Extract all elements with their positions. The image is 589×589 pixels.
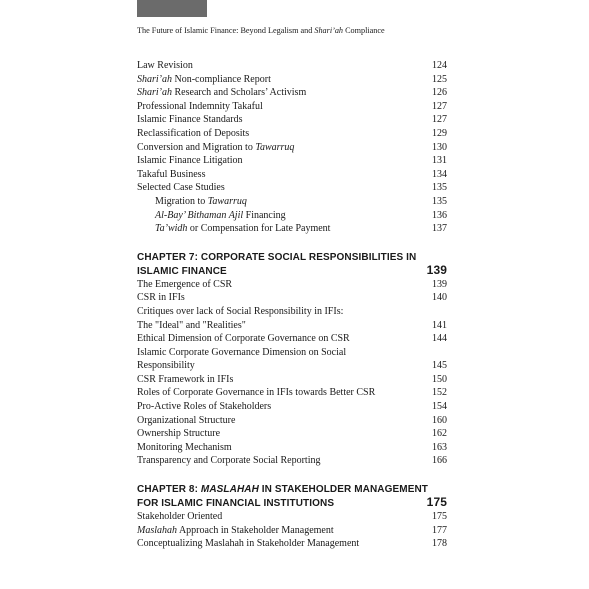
- toc-entry-page: 160: [432, 414, 447, 426]
- toc-entry-label: Conceptualizing Maslahah in Stakeholder Management: [137, 538, 360, 550]
- toc-entry-label: Islamic Finance Litigation: [137, 155, 243, 167]
- toc-entry: [137, 386, 447, 400]
- toc-entry-page: 175: [432, 511, 447, 523]
- toc-entry: [137, 373, 447, 387]
- chapter-7-title-line-2: ISLAMIC FINANCE: [137, 265, 227, 277]
- toc-entry: [137, 346, 447, 360]
- toc-entry-label: Shari’ah Research and Scholars’ Activism: [137, 87, 307, 99]
- toc-entry-page: 135: [432, 182, 447, 194]
- toc-entry-page: 177: [432, 524, 447, 536]
- header-bar: [137, 0, 207, 17]
- toc-entry-label: Shari’ah Non-compliance Report: [137, 73, 271, 85]
- toc-entry: [137, 127, 447, 141]
- toc-entry-page: 127: [432, 100, 447, 112]
- toc-group-chapter-7: [137, 278, 447, 468]
- toc-entry: [137, 154, 447, 168]
- toc-entry-page: 162: [432, 428, 447, 440]
- toc-entry-label: Stakeholder Oriented: [137, 511, 223, 523]
- chapter-8-title-line-2: FOR ISLAMIC FINANCIAL INSTITUTIONS: [137, 498, 335, 510]
- toc-entry-page: 135: [432, 195, 447, 207]
- toc-entry: [137, 400, 447, 414]
- toc-entry-page: 178: [432, 538, 447, 550]
- toc-entry: [137, 222, 447, 236]
- toc-entry-page: 124: [432, 60, 447, 71]
- toc-entry: [137, 195, 447, 209]
- toc-entry-label: Law Revision: [137, 60, 193, 71]
- toc-entry: [137, 59, 447, 73]
- toc-entry-page: 145: [432, 360, 447, 372]
- toc-entry: [137, 291, 447, 305]
- toc-entry-page: 125: [432, 73, 447, 85]
- toc-entry-label: Takaful Business: [137, 168, 206, 180]
- toc-entry: [137, 100, 447, 114]
- toc-entry: [137, 305, 447, 319]
- toc-entry-label: Critiques over lack of Social Responsibility in IFIs:: [137, 305, 344, 317]
- toc-entry: [137, 510, 447, 524]
- toc-entry-label: Monitoring Mechanism: [137, 441, 232, 453]
- running-title: The Future of Islamic Finance: Beyond Legalism and Shari’ah Compliance: [137, 26, 385, 35]
- toc-entry-label: Pro-Active Roles of Stakeholders: [137, 401, 272, 413]
- chapter-7-heading: [137, 251, 447, 278]
- toc-entry-page: 154: [432, 401, 447, 413]
- toc-entry-page: 141: [432, 319, 447, 331]
- toc-entry: [137, 414, 447, 428]
- toc-group-chapter-8: [137, 510, 447, 551]
- toc-entry-page: 134: [432, 168, 447, 180]
- toc-entry-page: 139: [432, 278, 447, 290]
- toc-entry-label: Ownership Structure: [137, 428, 221, 440]
- toc-entry: [137, 86, 447, 100]
- toc-entry-label: Al-Bay’ Bithaman Ajil Financing: [155, 209, 286, 221]
- toc-entry-page: 140: [432, 292, 447, 304]
- table-of-contents: [137, 59, 447, 551]
- toc-entry-label: Selected Case Studies: [137, 182, 225, 194]
- chapter-7-title-line-1: CHAPTER 7: CORPORATE SOCIAL RESPONSIBILITIES IN: [137, 251, 417, 263]
- toc-entry-label: The "Ideal" and "Realities": [137, 319, 246, 331]
- toc-entry: [137, 113, 447, 127]
- toc-entry-page: 130: [432, 141, 447, 153]
- toc-entry-label: Professional Indemnity Takaful: [137, 100, 263, 112]
- toc-entry-label: Ta’widh or Compensation for Late Payment: [155, 223, 331, 235]
- toc-entry: [137, 537, 447, 551]
- toc-entry: [137, 141, 447, 155]
- chapter-8-page: 175: [426, 495, 447, 510]
- toc-entry-page: 137: [432, 223, 447, 235]
- toc-entry: [137, 332, 447, 346]
- toc-group-chapter-6: [137, 59, 447, 236]
- toc-entry-label: Ethical Dimension of Corporate Governance on CSR: [137, 333, 350, 345]
- toc-entry-label: CSR in IFIs: [137, 292, 185, 304]
- toc-entry-page: 150: [432, 373, 447, 385]
- toc-entry-page: 144: [432, 333, 447, 345]
- toc-entry-label: Migration to Tawarruq: [155, 195, 247, 207]
- toc-entry-page: 163: [432, 441, 447, 453]
- toc-entry-label: Responsibility: [137, 360, 195, 372]
- toc-entry: [137, 73, 447, 87]
- toc-entry: [137, 427, 447, 441]
- chapter-8-heading: [137, 483, 447, 510]
- chapter-8-title-line-1: CHAPTER 8: MASLAHAH IN STAKEHOLDER MANAGEMENT: [137, 484, 429, 496]
- toc-entry-page: 152: [432, 387, 447, 399]
- toc-entry-page: 131: [432, 155, 447, 167]
- toc-entry: [137, 441, 447, 455]
- toc-entry-label: Organizational Structure: [137, 414, 236, 426]
- toc-entry: [137, 524, 447, 538]
- toc-entry-label: Roles of Corporate Governance in IFIs towards Better CSR: [137, 387, 376, 399]
- toc-entry: [137, 454, 447, 468]
- toc-entry-page: 126: [432, 87, 447, 99]
- toc-entry: [137, 168, 447, 182]
- toc-entry-label: CSR Framework in IFIs: [137, 373, 234, 385]
- toc-entry-page: 127: [432, 114, 447, 126]
- toc-entry-label: Conversion and Migration to Tawarruq: [137, 141, 295, 153]
- chapter-7-page: 139: [426, 262, 447, 277]
- toc-entry-page: 136: [432, 209, 447, 221]
- toc-entry-label: Islamic Corporate Governance Dimension on Social: [137, 346, 347, 358]
- toc-entry-label: Transparency and Corporate Social Reporting: [137, 455, 321, 467]
- toc-entry-label: Islamic Finance Standards: [137, 114, 243, 126]
- toc-entry: [137, 319, 447, 333]
- toc-entry: [137, 181, 447, 195]
- toc-entry: [137, 278, 447, 292]
- toc-entry: [137, 209, 447, 223]
- toc-entry-label: Maslahah Approach in Stakeholder Management: [137, 524, 334, 536]
- toc-entry-page: 166: [432, 455, 447, 467]
- toc-entry-label: Reclassification of Deposits: [137, 127, 250, 139]
- toc-entry-label: The Emergence of CSR: [137, 278, 233, 290]
- toc-entry-page: 129: [432, 127, 447, 139]
- toc-entry: [137, 359, 447, 373]
